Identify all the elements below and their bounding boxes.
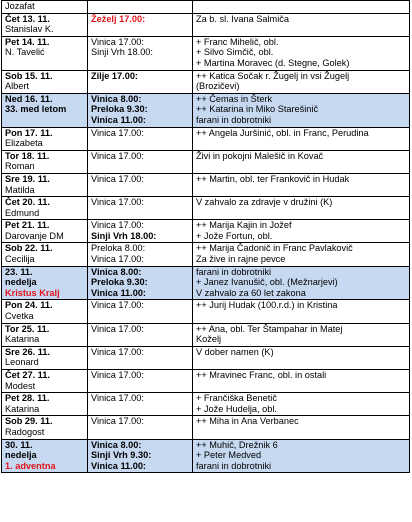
date-line: Sob 29. 11. bbox=[5, 416, 53, 427]
mass-time-line: Vinica 11.00: bbox=[91, 460, 146, 471]
mass-time-cell bbox=[88, 36, 193, 70]
intention-line: ++ Marija Kajin in Jožef bbox=[196, 220, 292, 231]
schedule-row bbox=[2, 266, 410, 300]
date-cell bbox=[2, 13, 88, 36]
intention-line: + Janez Ivanušič, obl. (Mežnarjevi) bbox=[196, 277, 338, 288]
intention-line: Koželj bbox=[196, 334, 222, 345]
intention-line: V zahvalo za zdravje v družini (K) bbox=[196, 197, 333, 208]
intention-line: farani in dobrotniki bbox=[196, 114, 272, 125]
intention-line: ++ Ana, obl. Ter Štampahar in Matej bbox=[196, 323, 343, 334]
intention-line: ++ Katarina in Miko Starešinič bbox=[196, 104, 319, 115]
intention-cell bbox=[193, 266, 410, 300]
date-cell bbox=[2, 393, 88, 416]
mass-time-cell bbox=[88, 323, 193, 346]
date-cell bbox=[2, 127, 88, 150]
mass-time-cell bbox=[88, 127, 193, 150]
date-line: Stanislav K. bbox=[5, 24, 54, 35]
date-line: Sob 22. 11. bbox=[5, 243, 53, 254]
intention-cell bbox=[193, 13, 410, 36]
date-line: 23. 11. bbox=[5, 266, 33, 277]
intention-line: V dober namen (K) bbox=[196, 346, 274, 357]
schedule-row bbox=[2, 300, 410, 323]
date-line: Sob 15. 11. bbox=[5, 70, 53, 81]
date-line: Edmund bbox=[5, 207, 40, 218]
intention-cell bbox=[193, 323, 410, 346]
intention-line: ++ Muhič, Drežnik 6 bbox=[196, 439, 278, 450]
mass-time-line: Vinica 11.00: bbox=[91, 287, 146, 298]
intention-line: ++ Marija Čadonič in Franc Pavlakovič bbox=[196, 243, 353, 254]
mass-time-line: Vinica 17.00: bbox=[91, 370, 144, 380]
date-line: Tor 18. 11. bbox=[5, 150, 50, 161]
date-cell bbox=[2, 70, 88, 93]
schedule-row bbox=[2, 1, 410, 14]
schedule-row bbox=[2, 439, 410, 473]
mass-time-line: Vinica 17.00: bbox=[91, 323, 144, 334]
mass-time-line: Vinica 8.00: bbox=[91, 93, 142, 104]
date-cell bbox=[2, 220, 88, 243]
intention-cell bbox=[193, 173, 410, 196]
mass-time-line: Vinica 17.00: bbox=[91, 197, 144, 208]
mass-time-line: Preloka 9.30: bbox=[91, 277, 148, 288]
intention-cell bbox=[193, 243, 410, 266]
intention-line: ++ Martin, obl. ter Frankovič in Hudak bbox=[196, 173, 350, 184]
intention-line: + Jože Fortun, obl. bbox=[196, 230, 273, 241]
date-line: Kristus Kralj bbox=[5, 287, 60, 298]
intention-line: + Franc Mihelič, obl. bbox=[196, 36, 279, 47]
schedule-row bbox=[2, 150, 410, 173]
intention-line: Za žive in rajne pevce bbox=[196, 254, 286, 265]
date-line: N. Tavelić bbox=[5, 47, 45, 58]
schedule-row bbox=[2, 243, 410, 266]
date-line: Leonard bbox=[5, 357, 39, 368]
date-line: Tor 25. 11. bbox=[5, 323, 50, 334]
intention-cell bbox=[193, 36, 410, 70]
date-cell bbox=[2, 416, 88, 439]
intention-cell bbox=[193, 439, 410, 473]
schedule-row bbox=[2, 416, 410, 439]
intention-cell bbox=[193, 370, 410, 393]
mass-time-line: Vinica 17.00: bbox=[91, 416, 144, 427]
date-line: Elizabeta bbox=[5, 138, 43, 149]
date-line: Jozafat bbox=[5, 1, 35, 11]
date-cell bbox=[2, 439, 88, 473]
date-line: Pon 24. 11. bbox=[5, 300, 53, 311]
mass-schedule-table bbox=[1, 0, 410, 473]
date-line: Modest bbox=[5, 380, 36, 391]
mass-time-line: Sinji Vrh 9.30: bbox=[91, 450, 152, 461]
intention-line: + Silvo Simčič, obl. bbox=[196, 47, 274, 58]
date-line: Matilda bbox=[5, 184, 35, 195]
mass-time-cell bbox=[88, 93, 193, 127]
intention-line: + Peter Medved bbox=[196, 450, 262, 461]
intention-cell bbox=[193, 127, 410, 150]
intention-line: farani in dobrotniki bbox=[196, 460, 272, 471]
mass-time-line: Vinica 17.00: bbox=[91, 346, 144, 357]
schedule-row bbox=[2, 346, 410, 369]
mass-time-cell bbox=[88, 393, 193, 416]
date-cell bbox=[2, 93, 88, 127]
date-line: Čet 13. 11. bbox=[5, 13, 50, 24]
date-line: Radogost bbox=[5, 426, 45, 437]
date-line: nedelja bbox=[5, 450, 37, 461]
date-line: Sre 26. 11. bbox=[5, 346, 50, 357]
schedule-row bbox=[2, 93, 410, 127]
intention-line: ++ Miha in Ana Verbanec bbox=[196, 416, 299, 427]
date-line: Albert bbox=[5, 81, 30, 92]
date-cell bbox=[2, 266, 88, 300]
date-line: Katarina bbox=[5, 334, 40, 345]
mass-time-cell bbox=[88, 197, 193, 220]
intention-line: farani in dobrotniki bbox=[196, 266, 272, 277]
mass-time-cell bbox=[88, 70, 193, 93]
intention-cell bbox=[193, 346, 410, 369]
mass-time-line: Žeželj 17.00: bbox=[91, 13, 146, 24]
date-line: nedelja bbox=[5, 277, 37, 288]
schedule-row bbox=[2, 370, 410, 393]
date-cell bbox=[2, 1, 88, 14]
date-cell bbox=[2, 243, 88, 266]
date-line: Ned 16. 11. bbox=[5, 93, 53, 104]
intention-line: ++ Čemas in Šterk bbox=[196, 93, 273, 104]
intention-line: ++ Katica Sočak r. Žugelj in vsi Žugelj bbox=[196, 70, 350, 81]
mass-time-line: Preloka 9.30: bbox=[91, 104, 148, 115]
mass-time-line: Vinica 17.00: bbox=[91, 393, 144, 404]
mass-time-line: Zilje 17.00: bbox=[91, 70, 138, 81]
mass-time-line: Vinica 17.00: bbox=[91, 36, 144, 47]
mass-time-line: Sinji Vrh 18.00: bbox=[91, 230, 157, 241]
intention-line: ++ Mravinec Franc, obl. in ostali bbox=[196, 370, 327, 380]
mass-time-line: Preloka 8.00: bbox=[91, 243, 146, 254]
mass-time-line: Vinica 17.00: bbox=[91, 173, 144, 184]
schedule-row bbox=[2, 393, 410, 416]
date-line: Čet 27. 11. bbox=[5, 370, 50, 380]
schedule-row bbox=[2, 323, 410, 346]
date-line: Katarina bbox=[5, 403, 40, 414]
schedule-row bbox=[2, 13, 410, 36]
mass-time-line: Vinica 17.00: bbox=[91, 300, 144, 311]
intention-cell bbox=[193, 393, 410, 416]
intention-cell bbox=[193, 70, 410, 93]
mass-time-line: Sinji Vrh 18.00: bbox=[91, 47, 153, 58]
intention-line: V zahvalo za 60 let zakona bbox=[196, 287, 306, 298]
date-cell bbox=[2, 173, 88, 196]
schedule-row bbox=[2, 70, 410, 93]
mass-time-cell bbox=[88, 439, 193, 473]
date-cell bbox=[2, 346, 88, 369]
date-cell bbox=[2, 36, 88, 70]
schedule-row bbox=[2, 220, 410, 243]
schedule-row bbox=[2, 127, 410, 150]
intention-line: Za b. sl. Ivana Salmiča bbox=[196, 13, 289, 24]
date-cell bbox=[2, 300, 88, 323]
mass-time-line: Vinica 17.00: bbox=[91, 127, 144, 138]
date-line: Cecilija bbox=[5, 254, 35, 265]
mass-time-line: Vinica 17.00: bbox=[91, 150, 144, 161]
mass-time-cell bbox=[88, 266, 193, 300]
mass-time-line: Vinica 8.00: bbox=[91, 266, 142, 277]
intention-cell bbox=[193, 93, 410, 127]
date-cell bbox=[2, 323, 88, 346]
intention-cell bbox=[193, 300, 410, 323]
date-cell bbox=[2, 197, 88, 220]
date-line: 33. med letom bbox=[5, 104, 67, 115]
schedule-row bbox=[2, 36, 410, 70]
date-line: Darovanje DM bbox=[5, 230, 64, 241]
intention-line: + Jože Hudelja, obl. bbox=[196, 403, 277, 414]
mass-time-cell bbox=[88, 1, 193, 14]
mass-time-cell bbox=[88, 243, 193, 266]
mass-time-line: Vinica 17.00: bbox=[91, 220, 144, 231]
intention-line: Živi in pokojni Malešič in Kovač bbox=[196, 150, 324, 161]
intention-line: (Brozičevi) bbox=[196, 81, 240, 92]
intention-cell bbox=[193, 197, 410, 220]
intention-line: ++ Angela Juršinić, obl. in Franc, Perudina bbox=[196, 127, 369, 138]
intention-cell bbox=[193, 220, 410, 243]
date-line: Cvetka bbox=[5, 311, 34, 322]
schedule-body bbox=[2, 1, 410, 473]
date-line: Pet 21. 11. bbox=[5, 220, 50, 231]
date-line: Pet 14. 11. bbox=[5, 36, 50, 47]
intention-cell bbox=[193, 416, 410, 439]
mass-time-cell bbox=[88, 416, 193, 439]
intention-line: ++ Jurij Hudak (100.r.d.) in Kristina bbox=[196, 300, 338, 311]
mass-time-cell bbox=[88, 13, 193, 36]
date-line: Sre 19. 11. bbox=[5, 173, 50, 184]
schedule-row bbox=[2, 197, 410, 220]
date-line: 1. adventna bbox=[5, 460, 56, 471]
schedule-row bbox=[2, 173, 410, 196]
intention-cell bbox=[193, 150, 410, 173]
mass-time-cell bbox=[88, 370, 193, 393]
mass-time-cell bbox=[88, 150, 193, 173]
mass-time-cell bbox=[88, 346, 193, 369]
intention-line: + Frančiška Benetič bbox=[196, 393, 277, 404]
mass-time-line: Vinica 8.00: bbox=[91, 439, 142, 450]
date-cell bbox=[2, 150, 88, 173]
date-line: Pet 28. 11. bbox=[5, 393, 50, 404]
date-line: Pon 17. 11. bbox=[5, 127, 53, 138]
date-line: Roman bbox=[5, 161, 35, 172]
date-cell bbox=[2, 370, 88, 393]
mass-time-cell bbox=[88, 300, 193, 323]
mass-time-line: Vinica 17.00: bbox=[91, 254, 144, 265]
mass-time-cell bbox=[88, 220, 193, 243]
intention-line: + Martina Moravec (d. Stegne, Golek) bbox=[196, 57, 350, 68]
mass-time-line: Vinica 11.00: bbox=[91, 114, 146, 125]
intention-cell bbox=[193, 1, 410, 14]
mass-time-cell bbox=[88, 173, 193, 196]
date-line: 30. 11. bbox=[5, 439, 33, 450]
date-line: Čet 20. 11. bbox=[5, 197, 50, 208]
